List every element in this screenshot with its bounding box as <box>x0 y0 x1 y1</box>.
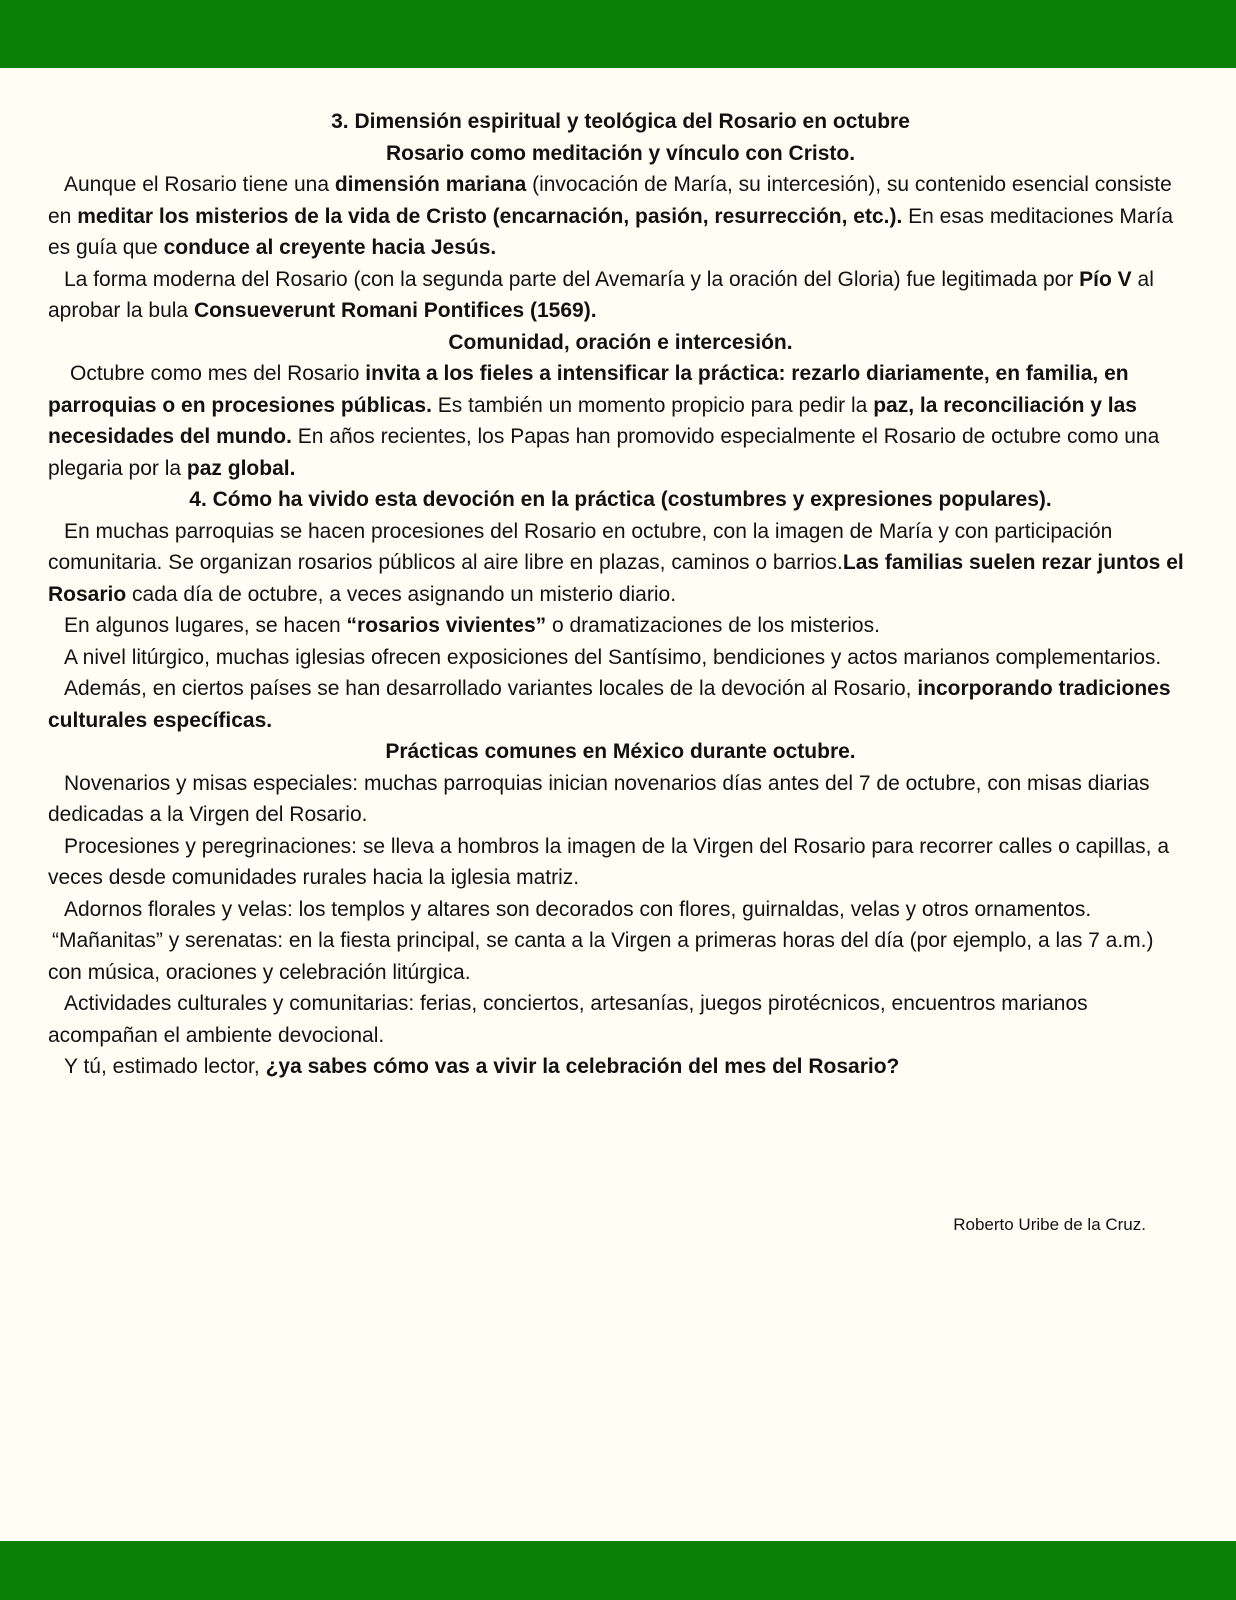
paragraph-october-month: Octubre como mes del Rosario invita a los fieles a intensificar la práctica: rezarlo diariamente, en familia, en parroquias o en procesiones públicas. Es también un momento propicio para pedir la paz, la reconciliación y las necesidades del mundo. En años recientes, los Papas han promovido especialmente el Rosario de octubre como una plegaria por la paz global. <box>48 362 1160 480</box>
practice-item-procesiones: Procesiones y peregrinaciones: se lleva a hombros la imagen de la Virgen del Rosario para recorrer calles o capillas, a veces desde comunidades rurales hacia la iglesia matriz. <box>48 834 1170 889</box>
practice-item-actividades: Actividades culturales y comunitarias: ferias, conciertos, artesanías, juegos pirotécnicos, encuentros marianos acompañan el ambiente devocional. <box>48 992 1088 1047</box>
section-3-subheading-meditation: Rosario como meditación y vínculo con Cristo. <box>385 141 856 165</box>
practice-item-adornos: Adornos florales y velas: los templos y altares son decorados con flores, guirnaldas, velas y otros ornamentos. <box>64 897 1092 921</box>
section-3-subheading-community: Comunidad, oración e intercesión. <box>448 330 793 354</box>
practice-item-mananitas: “Mañanitas” y serenatas: en la fiesta principal, se canta a la Virgen a primeras horas del día (por ejemplo, a las 7 a.m.) con música, oraciones y celebración litúrgica. <box>48 929 1154 984</box>
article-body <box>48 106 1193 1083</box>
paragraph-modern-form: La forma moderna del Rosario (con la segunda parte del Avemaría y la oración del Gloria) fue legitimada por Pío V al aprobar la bula Consueverunt Romani Pontifices (1569). <box>48 267 1154 322</box>
section-4-subheading-mexico: Prácticas comunes en México durante octubre. <box>385 740 856 763</box>
section-3-title: 3. Dimensión espiritual y teológica del Rosario en octubre <box>331 110 910 133</box>
bottom-green-band <box>0 1541 1236 1600</box>
top-green-band <box>0 0 1236 68</box>
paragraph-marian-dimension: Aunque el Rosario tiene una dimensión mariana (invocación de María, su intercesión), su contenido esencial consiste en meditar los misterios de la vida de Cristo (encarnación, pasión, resurrección, etc.). En esas meditaciones María es guía que conduce al creyente hacia Jesús. <box>48 173 1174 259</box>
author-signature: Roberto Uribe de la Cruz. <box>953 1215 1146 1234</box>
practice-item-novenarios: Novenarios y misas especiales: muchas parroquias inician novenarios días antes del 7 de octubre, con misas diarias dedicadas a la Virgen del Rosario. <box>48 771 1150 826</box>
closing-question: Y tú, estimado lector, ¿ya sabes cómo vas a vivir la celebración del mes del Rosario? <box>64 1055 900 1078</box>
paragraph-processions: En muchas parroquias se hacen procesiones del Rosario en octubre, con la imagen de María y con participación comunitaria. Se organizan rosarios públicos al aire libre en plazas, caminos o barrios.Las familias suelen rezar juntos el Rosario cada día de octubre, a veces asignando un misterio diario. <box>48 519 1184 606</box>
paragraph-liturgical: A nivel litúrgico, muchas iglesias ofrecen exposiciones del Santísimo, bendiciones y actos marianos complementarios. <box>64 645 1162 669</box>
paragraph-living-rosaries: En algunos lugares, se hacen “rosarios vivientes” o dramatizaciones de los misterios. <box>64 614 880 637</box>
paragraph-local-variants: Además, en ciertos países se han desarrollado variantes locales de la devoción al Rosario, incorporando tradiciones culturales específicas. <box>48 677 1171 732</box>
section-4-title: 4. Cómo ha vivido esta devoción en la práctica (costumbres y expresiones populares). <box>189 488 1052 511</box>
